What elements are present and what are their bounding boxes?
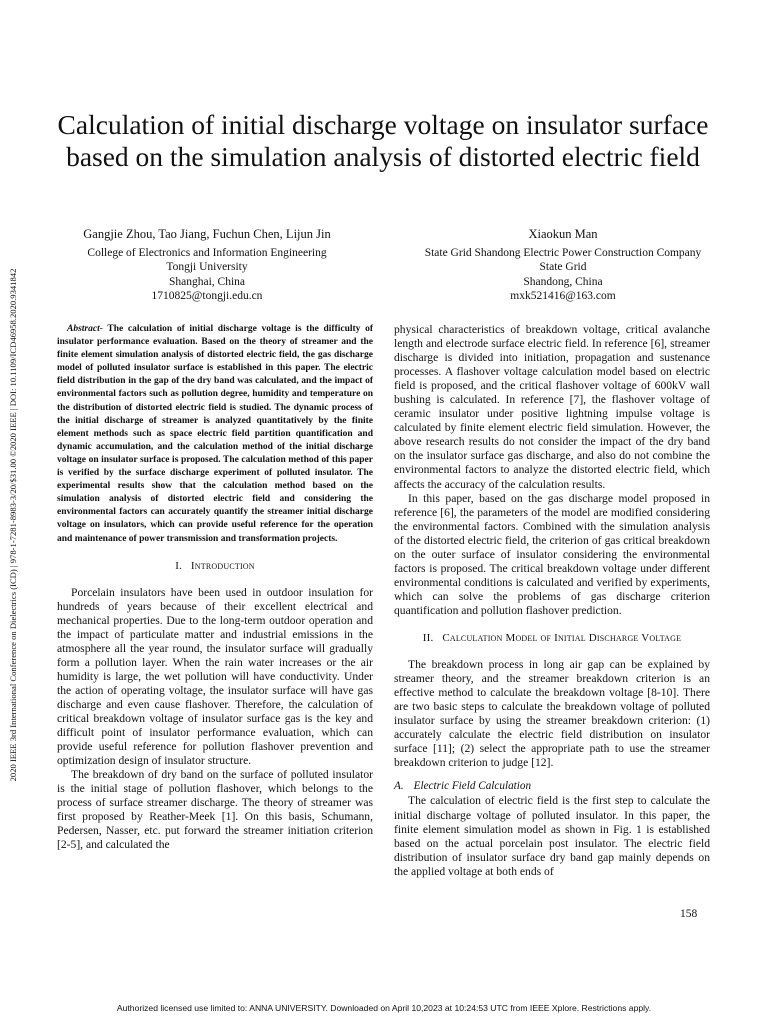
- author-names: Gangjie Zhou, Tao Jiang, Fuchun Chen, Lijun Jin: [83, 227, 331, 241]
- body-paragraph-continued: physical characteristics of breakdown voltage, critical avalanche length and electrode surface electric field. In reference [6], streamer discharge is divided into initiation, propagation and sustenance processes. A flashover voltage calculation model based on electric field is proposed, and the critical flashover voltage of 600kV wall bushing is calculated. In reference [7], the flashover voltage of ceramic insulator under positive lightning impulse voltage is calculated by finite element electric field simulation. However, the above research results do not consider the impact of the dry band on the insulator surface gas discharge, and also do not combine the environmental factors to analyze the distorted electric field, which affects the accuracy of the calculation results.: [394, 323, 710, 491]
- body-paragraph: The breakdown of dry band on the surface of polluted insulator is the initial stage of pollution flashover, which belongs to the process of surface streamer discharge. The theory of streamer was first proposed by Reather-Meek [1]. On this basis, Schumann, Pedersen, Nasser, etc. put forward the streamer initiation criterion [2-5], and calculated the: [57, 768, 373, 852]
- body-paragraph: In this paper, based on the gas discharge model proposed in reference [6], the parameters of the model are modified considering the environmental factors. Combined with the simulation analysis of the distorted electric field, the criterion of gas critical breakdown on the outer surface of insulator considering the environmental factors is proposed. The critical breakdown voltage under different environmental conditions is calculated and verified by experiments, which can solve the problems of gas discharge criterion quantification and pollution flashover prediction.: [394, 491, 710, 617]
- author-block-left: [60, 227, 354, 304]
- paper-title: Calculation of initial discharge voltage on insulator surface based on the simulation analysis of distorted electric field: [57, 109, 709, 172]
- author-names: Xiaokun Man: [528, 227, 598, 241]
- license-footer: Authorized licensed use limited to: ANNA UNIVERSITY. Downloaded on April 10,2023 at 10:24:53 UTC from IEEE Xplore. Restrictions apply.: [116, 1003, 652, 1013]
- author-email: 1710825@tongji.edu.cn: [151, 290, 263, 302]
- author-institution: State Grid: [539, 261, 587, 273]
- body-paragraph: The calculation of electric field is the first step to calculate the initial discharge voltage of polluted insulator. In this paper, the finite element simulation model as shown in Fig. 1 is established based on the actual porcelain post insulator. The electric field distribution of insulator surface dry band gap mainly depends on the applied voltage at both ends of: [394, 794, 710, 878]
- abstract-label: Abstract-: [67, 324, 103, 334]
- author-location: Shandong, China: [523, 275, 603, 288]
- abstract-text: The calculation of initial discharge voltage is the difficulty of insulator performance evaluation. Based on the theory of streamer and the finite element simulation analysis of distorted electric field, the gas discharge model of polluted insulator surface is established in this paper. The electric field distribution in the gap of the dry band was calculated, and the impact of environmental factors such as pollution degree, humidity and temperature on the distribution of distorted electric field is studied. The dynamic process of the initial discharge of streamer is analyzed quantitatively by the finite element methods such as space electric field partition quantification and dynamic accumulation, and the calculation method of the initial discharge voltage on insulator surface is proposed. The calculation method of this paper is verified by the surface discharge experiment of polluted insulator. The experimental results show that the calculation method based on the simulation analysis of distorted electric field and considering the environmental factors can accurately quantify the streamer initial discharge voltage on insulators, which can provide useful reference for the operation and maintenance of power transmission and transformation projects.: [57, 324, 373, 544]
- body-paragraph: Porcelain insulators have been used in outdoor insulation for hundreds of years because of their excellent electrical and mechanical properties. Due to the long-term outdoor operation and the impact of particulate matter and industrial emissions in the atmosphere all the year round, the insulator surface will gradually form a pollution layer. When the rain water increases or the air humidity is large, the wet pollution will have conductivity. Under the action of operating voltage, the insulator surface will have gas discharge and even cause flashover. Therefore, the calculation of critical breakdown voltage of insulator surface gas is the key and difficult point of insulator performance evaluation, which can provide useful reference for pollution flashover prevention and optimization design of insulator structure.: [57, 585, 373, 768]
- page-number: 158: [680, 908, 698, 920]
- right-column: [394, 323, 710, 879]
- author-affiliation: State Grid Shandong Electric Power Construction Company: [424, 246, 702, 259]
- author-affiliation: College of Electronics and Information Engineering: [87, 246, 327, 259]
- section-number: I.: [175, 559, 183, 572]
- section-heading-calculation-model: [394, 631, 710, 645]
- author-block-right: [392, 227, 734, 304]
- author-location: Shanghai, China: [168, 275, 246, 288]
- section-heading-introduction: [57, 559, 373, 573]
- section-number: II.: [422, 631, 434, 644]
- abstract: [57, 323, 373, 546]
- doi-side-note: 2020 IEEE 3rd International Conference on Dielectrics (ICD) | 978-1-7281-8983-3/20/$31.00 ©2020 IEEE | DOI: 10.1109/ICD46958.2020.9341842: [8, 268, 18, 782]
- left-column: [57, 323, 373, 853]
- author-email: mxk521416@163.com: [510, 290, 616, 302]
- section-title: Calculation Model of Initial Discharge Voltage: [442, 631, 682, 644]
- subsection-title: Electric Field Calculation: [413, 780, 532, 793]
- body-paragraph: The breakdown process in long air gap can be explained by streamer theory, and the streamer breakdown criterion is an effective method to calculate the breakdown voltage [8-10]. There are two basic steps to calculate the breakdown voltage of polluted insulator surface by using the streamer breakdown criterion: (1) accurately calculate the electric field distribution on insulator surface [11]; (2) select the appropriate path to use the streamer breakdown criterion to judge [12].: [394, 658, 710, 770]
- author-institution: Tongji University: [166, 261, 248, 273]
- subsection-heading-electric-field: [394, 779, 710, 793]
- subsection-label: A.: [394, 780, 404, 793]
- section-title: Introduction: [190, 559, 255, 572]
